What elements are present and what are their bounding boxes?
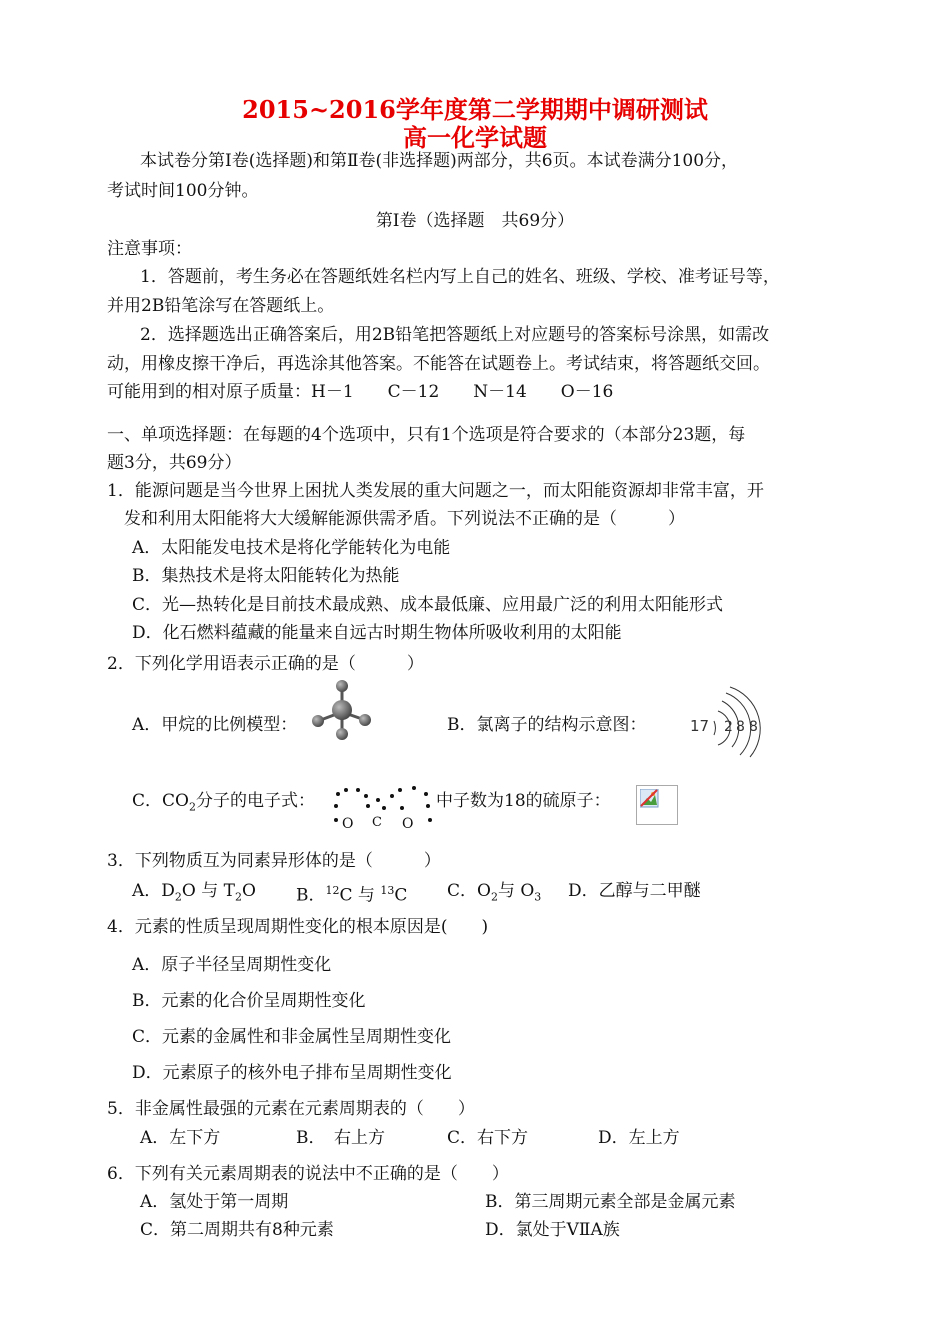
q1-option-c: C．光—热转化是目前技术最成熟、成本最低廉、应用最广泛的利用太阳能形式: [132, 595, 724, 615]
o-left-label: O: [342, 816, 354, 832]
q4-option-d: D．元素原子的核外电子排布呈周期性变化: [132, 1063, 452, 1083]
q4-option-a: A．原子半径呈周期性变化: [132, 955, 332, 975]
co2-electron-formula: [330, 784, 438, 832]
atomic-masses: 可能用到的相对原子质量：H－1 C－12 N－14 O－16: [107, 382, 614, 402]
q1-option-a: A．太阳能发电技术是将化学能转化为电能: [132, 538, 451, 558]
q2-stem: 2．下列化学用语表示正确的是（ ）: [107, 654, 424, 674]
notice-1b: 并用2B铅笔涂写在答题纸上。: [107, 296, 335, 316]
broken-image-icon: [636, 785, 678, 825]
q4-stem: 4．元素的性质呈现周期性变化的根本原因是( ): [107, 917, 489, 937]
shell-2-label: 8: [736, 719, 745, 735]
intro-line-1: 本试卷分第Ⅰ卷(选择题)和第Ⅱ卷(非选择题)两部分，共6页。本试卷满分100分，: [140, 151, 739, 171]
q2-option-d: 中子数为18的硫原子：: [436, 791, 611, 811]
exam-subtitle: 高一化学试题: [403, 123, 547, 152]
q2-option-c: C．$CO_2$分子的电子式：: [132, 791, 315, 814]
q2-option-b: B．氯离子的结构示意图：: [447, 715, 647, 735]
notice-heading: 注意事项：: [107, 239, 192, 259]
q3-option-c: C．$O_2$与 $O_3$: [447, 881, 542, 904]
q6-option-d: D．氯处于ⅤⅡA族: [485, 1220, 620, 1240]
q6-option-b: B．第三周期元素全部是金属元素: [485, 1192, 736, 1212]
q2-option-a: A．甲烷的比例模型：: [132, 715, 298, 735]
notice-2b: 动，用橡皮擦干净后，再选涂其他答案。不能答在试题卷上。考试结束，将答题纸交回。: [107, 354, 770, 374]
q4-option-c: C．元素的金属性和非金属性呈周期性变化: [132, 1027, 452, 1047]
methane-model-icon: [305, 676, 385, 744]
section1-b: 题3分，共69分）: [107, 453, 242, 473]
exam-title: 2015~2016学年度第二学期期中调研测试: [242, 95, 708, 124]
q5-option-d: D．左上方: [598, 1128, 680, 1148]
intro-line-2: 考试时间100分钟。: [107, 181, 259, 201]
part1-heading: 第Ⅰ卷（选择题 共69分）: [375, 211, 575, 231]
notice-1a: 1．答题前，考生务必在答题纸姓名栏内写上自己的姓名、班级、学校、准考证号等，: [140, 267, 780, 287]
q3-stem: 3．下列物质互为同素异形体的是（ ）: [107, 851, 441, 871]
q1-option-b: B．集热技术是将太阳能转化为热能: [132, 566, 400, 586]
q6-stem: 6．下列有关元素周期表的说法中不正确的是（ ）: [107, 1164, 509, 1184]
c-center-label: C: [372, 815, 382, 830]
shell-3-label: 8: [749, 719, 758, 735]
o-right-label: O: [402, 816, 414, 832]
q3-option-b: B．$^{12}$C 与 $^{13}$C: [296, 884, 408, 906]
q5-option-c: C．右下方: [447, 1128, 529, 1148]
section1-a: 一、单项选择题：在每题的4个选项中，只有1个选项是符合要求的（本部分23题，每: [107, 425, 746, 445]
q5-stem: 5．非金属性最强的元素在元素周期表的（ ）: [107, 1099, 475, 1119]
q6-option-a: A．氢处于第一周期: [140, 1192, 289, 1212]
q1-stem-a: 1．能源问题是当今世界上困扰人类发展的重大问题之一，而太阳能资源却非常丰富，开: [107, 481, 764, 501]
q5-option-b: B． 右上方: [296, 1128, 385, 1148]
q3-option-a: A．$D_2O$ 与 $T_2O$: [132, 881, 256, 904]
q3-option-d: D．乙醇与二甲醚: [568, 881, 701, 901]
notice-2a: 2．选择题选出正确答案后，用2B铅笔把答题纸上对应题号的答案标号涂黑，如需改: [140, 325, 770, 345]
chloride-structure-diagram: [688, 683, 768, 763]
nucleus-label: 17: [690, 717, 710, 735]
q1-stem-b: 发和利用太阳能将大大缓解能源供需矛盾。下列说法不正确的是（ ）: [124, 509, 685, 529]
q4-option-b: B．元素的化合价呈周期性变化: [132, 991, 366, 1011]
q1-option-d: D．化石燃料蕴藏的能量来自远古时期生物体所吸收利用的太阳能: [132, 623, 622, 643]
q6-option-c: C．第二周期共有8种元素: [140, 1220, 334, 1240]
q5-option-a: A．左下方: [140, 1128, 221, 1148]
shell-1-label: 2: [724, 719, 733, 735]
